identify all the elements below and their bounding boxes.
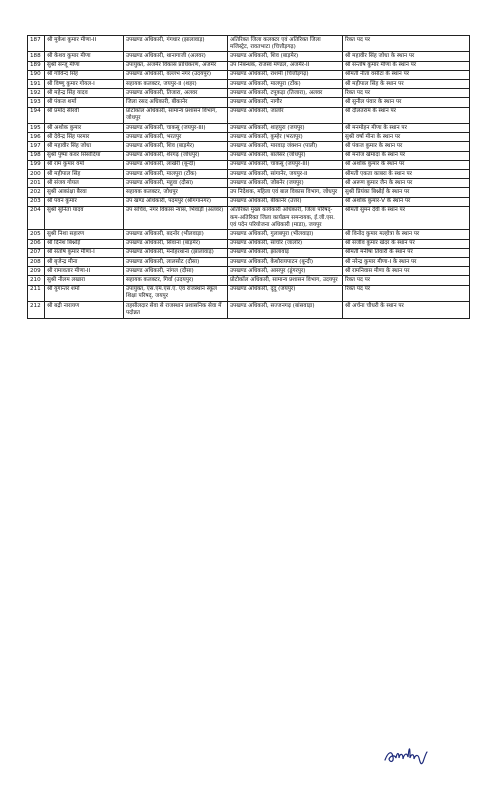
sr-no-cell: 208 [28,258,45,267]
officer-name-cell: श्री महावीर सिंह जोधा [45,142,124,151]
table-row [28,206,470,230]
officer-name-cell: श्री अशोक कुमार [45,124,124,133]
table-row [28,80,470,89]
table-row [28,230,470,239]
current-post-cell: सहायक कलक्टर, गिर्वा (उदयपुर) [124,276,228,285]
new-post-cell: उपखण्ड अधिकारी, चाकसू (जयपुर-III) [228,160,343,169]
sr-no-cell: 198 [28,151,45,160]
new-post-cell: उपखण्ड अधिकारी, झालावाड़ [228,248,343,257]
sr-no-cell: 189 [28,61,45,70]
table-row [28,170,470,179]
vacancy-cell: श्री अरूण कुमार जैन के स्थान पर [343,179,470,188]
officer-name-cell: सुश्री सुनिता यादव [45,206,124,230]
current-post-cell: उपखण्ड अधिकारी, वल्लभ नगर (उदयपुर) [124,70,228,79]
sr-no-cell: 188 [28,52,45,61]
table-row [28,98,470,107]
officer-name-cell: श्री संजय गोयल [45,179,124,188]
current-post-cell: उपायुक्त, एस.एम.एस.ए. एवं राजस्थान स्कूल शिक्षा परिषद्, जयपुर [124,285,228,301]
sr-no-cell: 206 [28,239,45,248]
table-row [28,276,470,285]
new-post-cell: उपखण्ड अधिकारी, नागौर [228,98,343,107]
vacancy-cell: श्री संजीव कुमार खेदर के स्थान पर [343,239,470,248]
sr-no-cell: 192 [28,89,45,98]
current-post-cell: उपखण्ड अधिकारी, तिजारा, अलवर [124,89,228,98]
vacancy-cell: श्री मनमोहन मीणा के स्थान पर [343,124,470,133]
sr-no-cell: 200 [28,170,45,179]
vacancy-cell: श्री दौलतराम के स्थान पर [343,107,470,123]
new-post-cell: उपखण्ड अधिकारी, शिव (बाड़मेर) [228,52,343,61]
table-row [28,107,470,123]
new-post-cell: उपखण्ड अधिकारी, जोबनेर (जयपुर) [228,179,343,188]
current-post-cell: उपखण्ड अधिकारी, बदनोर (भीलवाड़ा) [124,230,228,239]
table-row [28,188,470,197]
sr-no-cell: 191 [28,80,45,89]
officer-name-cell: श्री मुकेश कुमार मीणा-II [45,36,124,52]
sr-no-cell: 190 [28,70,45,79]
officer-name-cell: श्री देवेन्द्र सिंह परमार [45,133,124,142]
officer-name-cell: सुश्री नीलम लखारा [45,276,124,285]
sr-no-cell: 195 [28,124,45,133]
table-row [28,197,470,206]
new-post-cell: उप निबन्धक, राजस्व मण्डल, अजमेर-II [228,61,343,70]
officer-name-cell: श्री पंकज शर्मा [45,98,124,107]
vacancy-cell: श्रीमती सुमन देवी के स्थान पर [343,206,470,230]
vacancy-cell: श्री अशोक कुमार के स्थान पर [343,160,470,169]
officer-name-cell: श्री राम कुमार वर्मा [45,160,124,169]
vacancy-cell: श्री अशोक कुमार-V के स्थान पर [343,197,470,206]
vacancy-cell: रिक्त पद पर [343,89,470,98]
new-post-cell: उपखण्ड अधिकारी, गुलाबपुरा (भीलवाड़ा) [228,230,343,239]
new-post-cell: उपखण्ड अधिकारी, मालपुरा (टोंक) [228,80,343,89]
current-post-cell: उपखण्ड अधिकारी, गंगधार (झालावाड़) [124,36,228,52]
sr-no-cell: 204 [28,206,45,230]
table-row [28,267,470,276]
table-row [28,258,470,267]
table-row [28,61,470,70]
new-post-cell: उपखण्ड अधिकारी, केशोरायपाटन (बून्दी) [228,258,343,267]
new-post-cell: अतिरिक्त जिला कलक्टर एवं अतिरिक्त जिला मजिस्ट्रेट, रावतभाटा (चित्तौड़गढ़) [228,36,343,52]
sr-no-cell: 201 [28,179,45,188]
vacancy-cell: रिक्त पद पर [343,285,470,301]
sr-no-cell: 196 [28,133,45,142]
current-post-cell: उप सचिव, नगर विकास न्यास, भिवाड़ी (अलवर) [124,206,228,230]
officer-name-cell: सुश्री आकांक्षा बैरवा [45,188,124,197]
sr-no-cell: 202 [28,188,45,197]
officer-name-cell: श्री गोविन्द सिंह [45,70,124,79]
new-post-cell: उपखण्ड अधिकारी, सांचोर (जालोर) [228,239,343,248]
table-row [28,124,470,133]
table-row [28,70,470,79]
current-post-cell: उपखण्ड अधिकारी, सिवाना (बाड़मेर) [124,239,228,248]
officer-name-cell: सुश्री निशा सहारण [45,230,124,239]
new-post-cell: प्रोटोकॉल अधिकारी, सामान्य प्रशासन विभाग, उदयपुर [228,276,343,285]
vacancy-cell: श्री नरेन्द्र कुमार मीणा-I के स्थान पर [343,258,470,267]
table-row [28,239,470,248]
table-row [28,142,470,151]
current-post-cell: उपखण्ड अधिकारी, मालपुरा (टोंक) [124,170,228,179]
current-post-cell: उपखण्ड अधिकारी, थानागाजी (अलवर) [124,52,228,61]
vacancy-cell: रिक्त पद पर [343,36,470,52]
officer-name-cell: श्री रामावतार मीणा-II [45,267,124,276]
new-post-cell: उपखण्ड अधिकारी, बालेसर (जोधपुर) [228,151,343,160]
new-post-cell: उप निदेशक, महिला एवं बाल विकास विभाग, जोधपुर [228,188,343,197]
vacancy-cell: श्रीमती नीता वसीटा के स्थान पर [343,70,470,79]
new-post-cell: उपखण्ड अधिकारी, जालोर [228,107,343,123]
new-post-cell: उपखण्ड अधिकारी, कुम्हेर (भरतपुर) [228,133,343,142]
current-post-cell: उपखण्ड अधिकारी, लालसोट (दौसा) [124,258,228,267]
sr-no-cell: 197 [28,142,45,151]
vacancy-cell: श्री सुनील पंवार के स्थान पर [343,98,470,107]
new-post-cell: उपखण्ड अधिकारी, सज्जनगढ़ (बांसवाड़ा) [228,302,343,318]
current-post-cell: उप खण्ड अधिकारी, पदमपुर (श्रीगंगानगर) [124,197,228,206]
sr-no-cell: 199 [28,160,45,169]
current-post-cell: उपखण्ड अधिकारी, महुवा (दौसा) [124,179,228,188]
table-row [28,89,470,98]
officer-name-cell: श्री बद्री नारायण [45,302,124,318]
current-post-cell: उपखण्ड अधिकारी, नांगल (दौसा) [124,267,228,276]
officer-name-cell: श्री प्रमोद सीरवी [45,107,124,123]
new-post-cell: उपखण्ड अधिकारी, मारवाड़ जंक्शन (पाली) [228,142,343,151]
vacancy-cell: श्री महीपाल सिंह के स्थान पर [343,80,470,89]
officer-name-cell: श्री संतोष कुमार मीणा-I [45,248,124,257]
vacancy-cell: रिक्त पद पर [343,276,470,285]
current-post-cell: प्रोटोकॉल अधिकारी, सामान्य प्रशासन विभाग, जोधपुर [124,107,228,123]
current-post-cell: जिला रसद अधिकारी, बीकानेर [124,98,228,107]
vacancy-cell: श्रीमती मनीषा तिवारी के स्थान पर [343,248,470,257]
current-post-cell: उपखण्ड अधिकारी, भरतपुर [124,133,228,142]
vacancy-cell: श्री विनोद कुमार मल्होत्रा के स्थान पर [343,230,470,239]
new-post-cell: उपखण्ड अधिकारी, शाहपुरा (जयपुर) [228,124,343,133]
officer-name-cell: श्री महीपाल सिंह [45,170,124,179]
handwritten-signature [383,738,429,768]
current-post-cell: उपखण्ड अधिकारी, शिव (बाड़मेर) [124,142,228,151]
vacancy-cell: श्री पंकज कुमार के स्थान पर [343,142,470,151]
vacancy-cell: श्रीमती एकता काबरा के स्थान पर [343,170,470,179]
vacancy-cell: सुश्री प्रियंका बिश्नोई के स्थान पर [343,188,470,197]
sr-no-cell: 203 [28,197,45,206]
sr-no-cell: 207 [28,248,45,257]
new-post-cell: उपखण्ड अधिकारी, सांगानेर, जयपुर-II [228,170,343,179]
new-post-cell: उपखण्ड अधिकारी, दूदू (जयपुर) [228,285,343,301]
sr-no-cell: 210 [28,276,45,285]
sr-no-cell: 187 [28,36,45,52]
new-post-cell: अतिरिक्त मुख्य कार्यकारी अधिकारी, जिला परिषद्-कम-अतिरिक्त जिला कार्यक्रम समन्वयक, ई.जी.एस. एवं पदेन परियोजना अधिकारी (माडा), जयपुर [228,206,343,230]
sr-no-cell: 211 [28,285,45,301]
table-row [28,36,470,52]
current-post-cell: उपखण्ड अधिकारी, चाकसू (जयपुर-III) [124,124,228,133]
sr-no-cell: 205 [28,230,45,239]
new-post-cell: उपखण्ड अधिकारी, राशमी (चित्तौड़गढ़) [228,70,343,79]
current-post-cell: सहायक कलक्टर, जोधपुर [124,188,228,197]
officer-name-cell: श्री दिनेश बिश्नोई [45,239,124,248]
vacancy-cell: सुश्री वर्षा मीना के स्थान पर [343,133,470,142]
current-post-cell: सहायक कलक्टर, जयपुर-II (शहर) [124,80,228,89]
vacancy-cell: श्री सन्तोष कुमार मीणा के स्थान पर [343,61,470,70]
officer-name-cell: श्री महेन्द्र सिंह यादव [45,89,124,98]
sr-no-cell: 194 [28,107,45,123]
officer-name-cell: श्री युगान्तर शर्मा [45,285,124,301]
table-row [28,302,470,318]
vacancy-cell: श्री मनोज खेमादा के स्थान पर [343,151,470,160]
table-row [28,160,470,169]
table-row [28,179,470,188]
table-row [28,248,470,257]
vacancy-cell: श्री महावीर सिंह जोधा के स्थान पर [343,52,470,61]
current-post-cell: तहसीलदार सेवा से राजस्थान प्रशासनिक सेवा में पदोन्नत [124,302,228,318]
current-post-cell: उपायुक्त, अजमेर विकास प्राधिकरण, अजमेर [124,61,228,70]
current-post-cell: उपखण्ड अधिकारी, मनोहरथाना (झालावाड़) [124,248,228,257]
table-row [28,52,470,61]
sr-no-cell: 193 [28,98,45,107]
officer-name-cell: श्री बृजेन्द्र मीना [45,258,124,267]
transfer-table [27,35,470,319]
new-post-cell: उपखण्ड अधिकारी, बीकानेर (उत्तर) [228,197,343,206]
new-post-cell: उपखण्ड अधिकारी, आसपुर (डूंगरपुर) [228,267,343,276]
sr-no-cell: 212 [28,302,45,318]
officer-name-cell: श्री विष्णु कुमार गोयल-I [45,80,124,89]
table-body [28,36,470,319]
table-row [28,285,470,301]
vacancy-cell: श्री रामनिवास मीणा के स्थान पर [343,267,470,276]
officer-name-cell: श्री पवन कुमार [45,197,124,206]
table-row [28,151,470,160]
table-row [28,133,470,142]
sr-no-cell: 209 [28,267,45,276]
officer-name-cell: श्री केशव कुमार मीणा [45,52,124,61]
current-post-cell: उपखण्ड अधिकारी, शेरगढ़ (जोधपुर) [124,151,228,160]
current-post-cell: उपखण्ड अधिकारी, लाखेरी (बून्दी) [124,160,228,169]
new-post-cell: उपखण्ड अधिकारी, टपूकड़ा (तिजारा), अलवर [228,89,343,98]
vacancy-cell: श्री अर्चना चौधरी के स्थान पर [343,302,470,318]
officer-name-cell: सुश्री सन्जू मीणा [45,61,124,70]
officer-name-cell: सुश्री पुष्पा कंवर सिसोदिया [45,151,124,160]
